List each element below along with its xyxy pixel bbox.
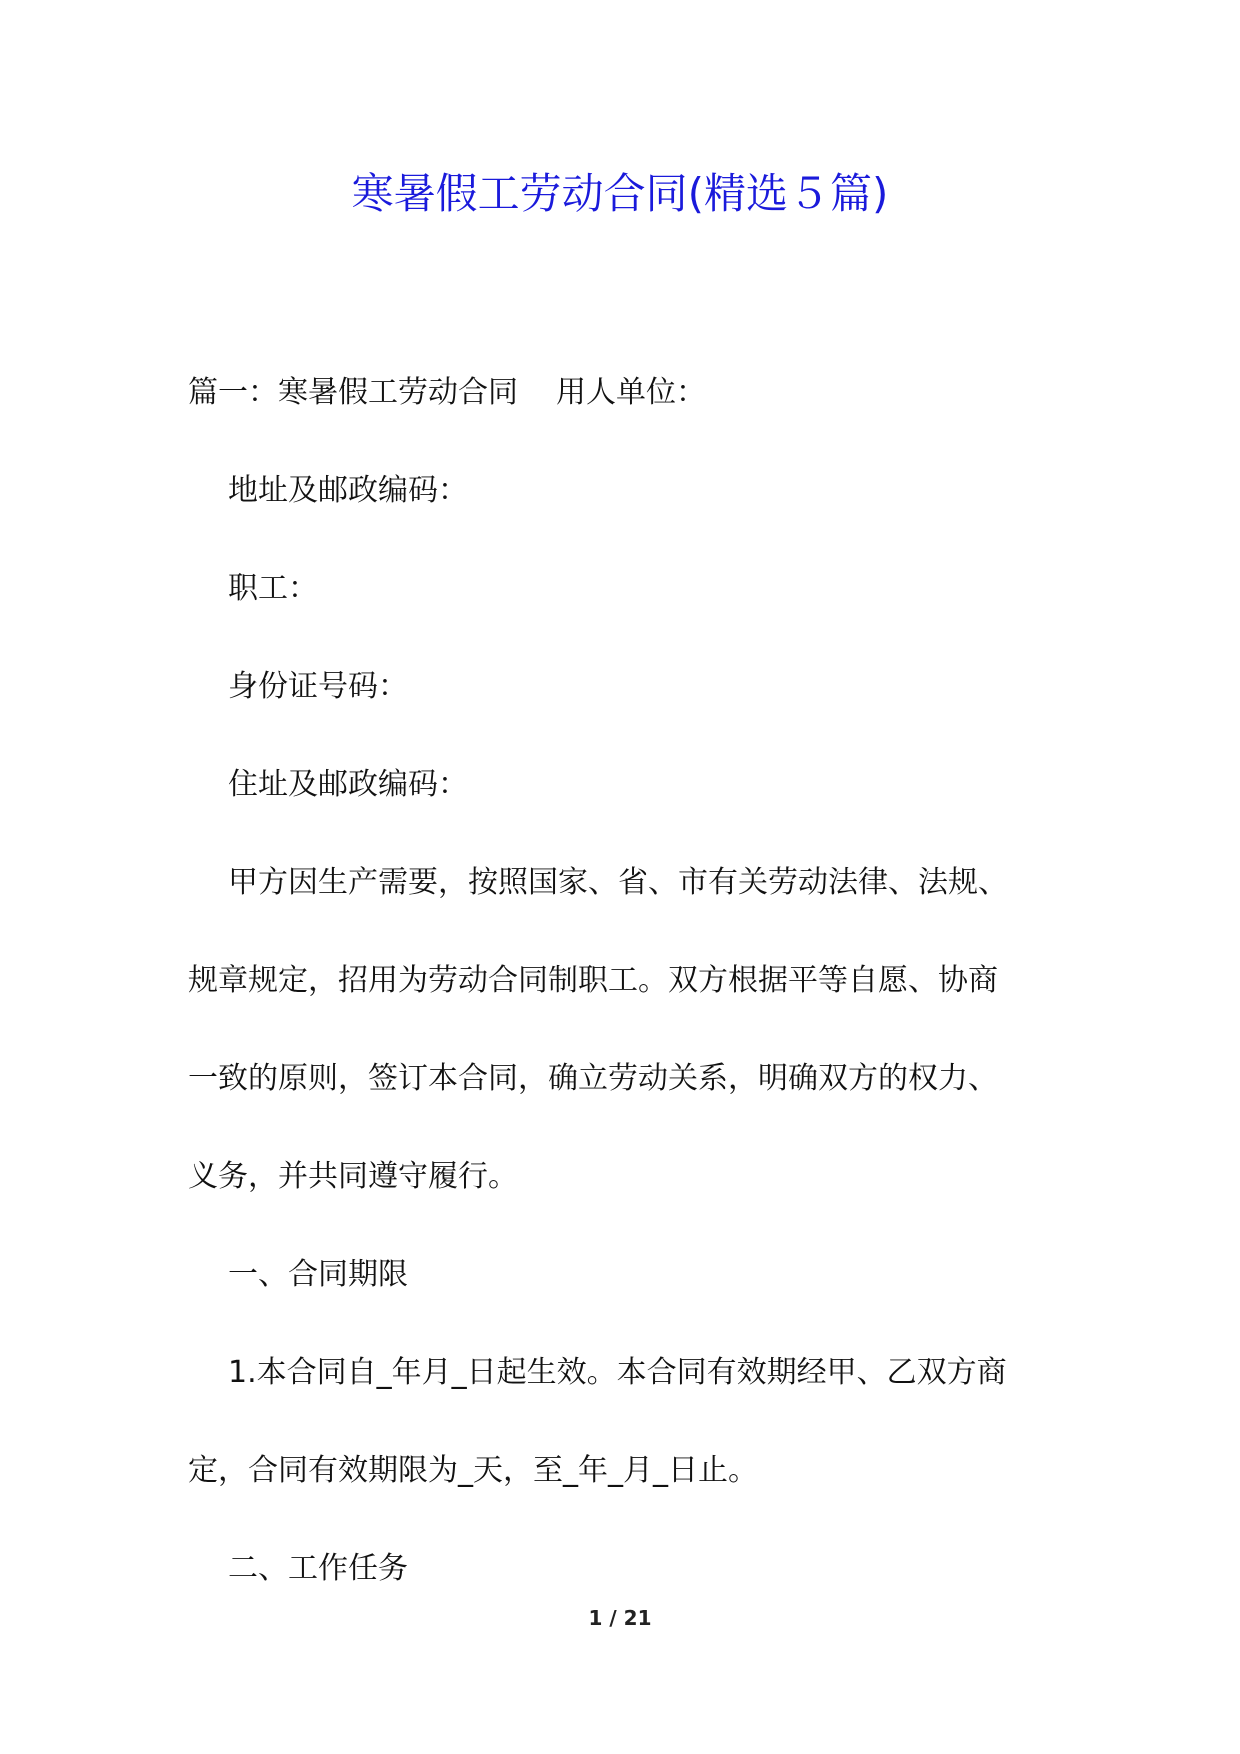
intro-line: 义务，并共同遵守履行。 [188, 1159, 518, 1194]
clause-one-line: 1.本合同自_年月_日起生效。本合同有效期经甲、乙双方商 [228, 1355, 1007, 1390]
clause-one-paragraph [188, 1324, 1058, 1520]
clause-two-heading: 二、工作任务 [228, 1551, 408, 1586]
id-number-label: 身份证号码： [228, 669, 408, 704]
section-one-heading: 篇一：寒暑假工劳动合同 [188, 375, 518, 410]
clause-one-heading: 一、合同期限 [228, 1257, 408, 1292]
document-body [188, 344, 1058, 1618]
intro-line: 规章规定，招用为劳动合同制职工。双方根据平等自愿、协商 [188, 963, 998, 998]
intro-line: 一致的原则，签订本合同，确立劳动关系，明确双方的权力、 [188, 1061, 998, 1096]
employee-label: 职工： [228, 571, 318, 606]
document-title: 寒暑假工劳动合同(精选５篇) [351, 169, 889, 218]
address-label: 地址及邮政编码： [228, 473, 468, 508]
intro-paragraph [188, 834, 1058, 1226]
employer-label: 用人单位： [556, 375, 706, 410]
section-one-header-line [188, 344, 1058, 442]
page-indicator: 1 / 21 [588, 1606, 652, 1630]
residence-label: 住址及邮政编码： [228, 767, 468, 802]
intro-line: 甲方因生产需要，按照国家、省、市有关劳动法律、法规、 [228, 865, 1008, 900]
clause-one-line: 定，合同有效期限为_天，至_年_月_日止。 [188, 1453, 758, 1488]
